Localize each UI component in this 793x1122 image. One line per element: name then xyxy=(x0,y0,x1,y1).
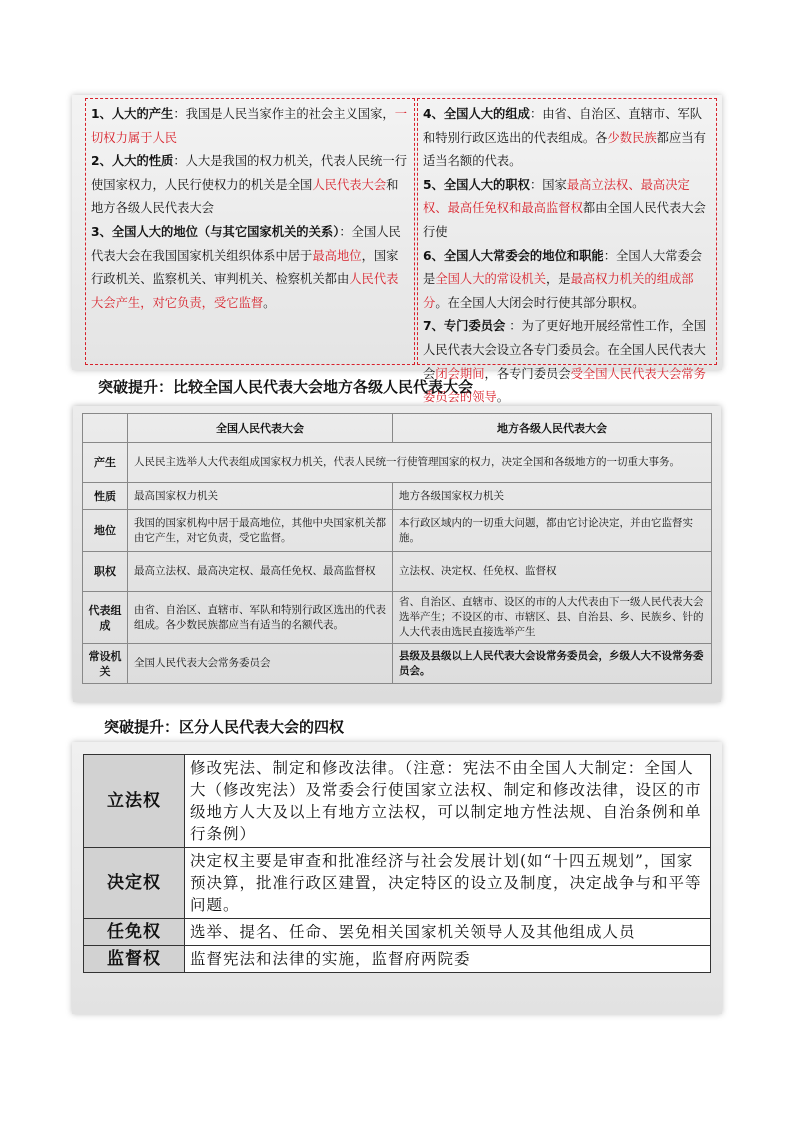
note-text-run: 闭会期间 xyxy=(435,366,485,381)
note-text-run: ，各专门委员会 xyxy=(484,366,571,381)
row-label: 代表组成 xyxy=(83,592,128,644)
note-text-run: ：人大是我国的权力机关，代表人民统一行使国家权力，人民行使权力的机关是全国 xyxy=(91,154,407,192)
note-text-run: 7、专门委员会 xyxy=(423,319,506,334)
note-text-run: 最高地位 xyxy=(312,248,362,263)
row-label: 产生 xyxy=(83,443,128,483)
table-row xyxy=(84,946,711,973)
national-cell: 由省、自治区、直辖市、军队和特别行政区选出的代表组成。各少数民族都应当有适当的名额代表。 xyxy=(128,592,393,644)
note-text-run: 一切权力属于人民 xyxy=(91,107,408,145)
four-powers-panel xyxy=(72,742,722,1014)
notes-left-column xyxy=(85,98,415,365)
national-cell: 全国人民代表大会常务委员会 xyxy=(128,644,393,684)
note-paragraph xyxy=(91,150,409,221)
note-text-run: 最高权力机关的组成部分 xyxy=(423,272,694,310)
note-text-run: 。 xyxy=(496,390,510,405)
local-cell: 立法权、决定权、任免权、监督权 xyxy=(393,552,712,592)
note-paragraph xyxy=(423,174,711,245)
col-header-national: 全国人民代表大会 xyxy=(128,414,393,443)
note-text-run: ，是 xyxy=(546,272,571,287)
local-cell: 地方各级国家权力机关 xyxy=(393,483,712,510)
table-row xyxy=(83,644,712,684)
note-text-run: 。在全国人大闭会时行使其部分职权。 xyxy=(435,295,645,310)
note-text-run: 和地方各级人民代表大会 xyxy=(91,177,399,216)
power-description: 修改宪法、制定和修改法律。（注意：宪法不由全国人大制定：全国人大（修改宪法）及常委会行使国家立法权、制定和修改法律，设区的市级地方人大及以上有地方立法权，可以制定地方性法规、自治条例和单行条例） xyxy=(185,755,711,848)
note-text-run: ：国家 xyxy=(529,177,567,192)
power-name: 任免权 xyxy=(84,919,185,946)
national-cell: 最高国家权力机关 xyxy=(128,483,393,510)
table-row xyxy=(83,510,712,552)
note-text-run: ：为了更好地开展经常性工作，全国人民代表大会设立各专门委员会。在全国人民代表大会 xyxy=(423,319,707,381)
table-row xyxy=(84,919,711,946)
local-cell: 省、自治区、直辖市、设区的市的人大代表由下一级人民代表大会选举产生；不设区的市、市辖区、县、自治县、乡、民族乡、针的人大代表由选民直接选举产生 xyxy=(393,592,712,644)
table-row xyxy=(83,443,712,483)
note-text-run: ，国家行政机关、监察机关、审判机关、检察机关都由 xyxy=(91,248,399,287)
shared-cell: 人民民主选举人大代表组成国家权力机关，代表人民统一行使管理国家的权力，决定全国和各级地方的一切重大事务。 xyxy=(128,443,712,483)
table-row xyxy=(83,483,712,510)
power-description: 选举、提名、任命、罢免相关国家机关领导人及其他组成人员 xyxy=(185,919,711,946)
note-text-run: ：全国人民代表大会在我国国家机关组织体系中居于 xyxy=(91,224,401,263)
table-row xyxy=(83,552,712,592)
comparison-table-panel xyxy=(73,406,721,702)
note-text-run: 都由全国人民代表大会行使 xyxy=(423,201,706,239)
col-header-local: 地方各级人民代表大会 xyxy=(393,414,712,443)
note-text-run: 。 xyxy=(263,295,276,310)
note-text-run: 4、全国人大的组成 xyxy=(423,107,530,121)
note-text-run: 受全国人民代表大会常务委员会的领导 xyxy=(423,366,706,405)
note-paragraph xyxy=(423,103,711,174)
comparison-table xyxy=(82,413,712,684)
four-powers-table xyxy=(83,754,711,973)
note-text-run: 5、全国人大的职权 xyxy=(423,177,530,192)
note-text-run: 人民代表大会 xyxy=(312,177,387,192)
note-paragraph xyxy=(91,221,409,315)
note-paragraph xyxy=(91,103,409,150)
power-description: 决定权主要是审查和批准经济与社会发展计划(如“十四五规划”，国家预决算，批准行政区建置，决定特区的设立及制度，决定战争与和平等问题。 xyxy=(185,848,711,919)
note-text-run: 2、人大的性质 xyxy=(91,154,174,169)
power-name: 监督权 xyxy=(84,946,185,973)
notes-right-column xyxy=(417,98,717,405)
row-label: 常设机关 xyxy=(83,644,128,684)
note-text-run: ：由省、自治区、直辖市、军队和特别行政区选出的代表组成。各 xyxy=(423,107,703,145)
power-description: 监督宪法和法律的实施，监督府两院委 xyxy=(185,946,711,973)
note-text-run: ：我国是人民当家作主的社会主义国家， xyxy=(173,107,395,121)
note-text-run: 都应当有适当名额的代表。 xyxy=(423,130,706,169)
note-text-run: ：全国人大常委会是 xyxy=(423,248,703,287)
note-text-run: 3、全国人大的地位（与其它国家机关的关系） xyxy=(91,224,340,239)
note-text-run: 最高立法权、最高决定权、最高任免权和最高监督权 xyxy=(423,177,690,216)
table-row xyxy=(84,848,711,919)
corner-cell xyxy=(83,414,128,443)
table-header-row xyxy=(83,414,712,443)
local-cell: 本行政区域内的一切重大问题，都由它讨论决定，并由它监督实施。 xyxy=(393,510,712,552)
power-name: 立法权 xyxy=(84,755,185,848)
row-label: 地位 xyxy=(83,510,128,552)
row-label: 性质 xyxy=(83,483,128,510)
table-row xyxy=(83,592,712,644)
note-text-run: 少数民族 xyxy=(607,130,657,145)
note-paragraph xyxy=(423,245,711,316)
table-row xyxy=(84,755,711,848)
section-heading-four-powers: 突破提升：区分人民代表大会的四权 xyxy=(104,718,345,736)
note-text-run: 全国人大的常设机关 xyxy=(435,272,546,287)
local-cell: 县级及县级以上人民代表大会设常务委员会，乡级人大不设常务委员会。 xyxy=(393,644,712,684)
section-heading-compare: 突破提升：比较全国人民代表大会地方各级人民代表大会 xyxy=(98,378,474,396)
note-text-run: 人民代表大会产生，对它负责，受它监督 xyxy=(91,272,399,310)
national-cell: 我国的国家机构中居于最高地位，其他中央国家机关都由它产生，对它负责，受它监督。 xyxy=(128,510,393,552)
note-text-run: 6、全国人大常委会的地位和职能 xyxy=(423,248,604,263)
power-name: 决定权 xyxy=(84,848,185,919)
national-cell: 最高立法权、最高决定权、最高任免权、最高监督权 xyxy=(128,552,393,592)
row-label: 职权 xyxy=(83,552,128,592)
note-text-run: 1、人大的产生 xyxy=(91,107,174,121)
